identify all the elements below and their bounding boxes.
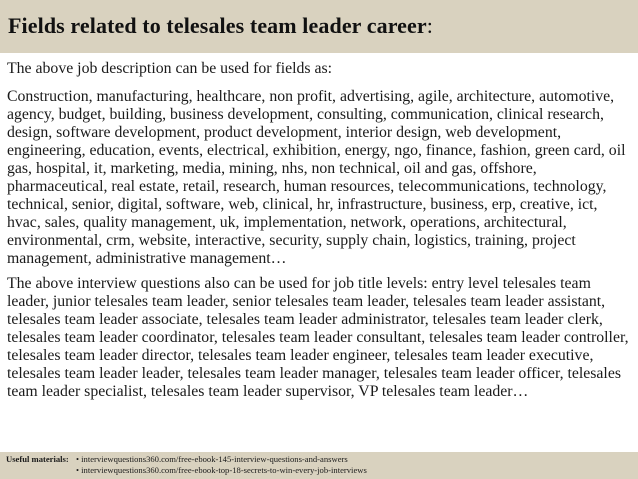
footer-spacer [6, 465, 76, 476]
intro-text: The above job description can be used for fields as: [7, 60, 333, 77]
footer-row-2 [6, 465, 638, 476]
footer-bar [0, 452, 638, 479]
footer-link-ebook-145[interactable]: • interviewquestions360.com/free-ebook-145-interview-questions-and-answers [76, 454, 348, 464]
job-levels-paragraph: The above interview questions also can be used for job title levels: entry level telesales team leader, junior telesales team leader, senior telesales team leader, telesales team leader assistant, telesales team leader associate, telesales team leader administrator, telesales team leader clerk, telesales team leader coordinator, telesales team leader consultant, telesales team leader controller, telesales team leader director, telesales team leader engineer, telesales team leader executive, telesales team leader leader, telesales team leader manager, telesales team leader officer, telesales team leader specialist, telesales team leader supervisor, VP telesales team leader… [7, 275, 629, 400]
footer-label: Useful materials: [6, 454, 69, 464]
title-bar [0, 0, 638, 53]
slide-title: Fields related to telesales team leader career [8, 13, 427, 38]
slide-content [7, 60, 633, 408]
fields-paragraph: Construction, manufacturing, healthcare, non profit, advertising, agile, architecture, automotive, agency, budget, building, business development, consulting, communication, clinical research, design, software development, product development, interior design, web development, engineering, education, events, electrical, exhibition, energy, ngo, finance, fashion, green card, oil gas, hospital, it, marketing, media, mining, nhs, non technical, oil and gas, offshore, pharmaceutical, real estate, retail, research, human resources, telecommunications, technology, technical, senior, digital, software, web, clinical, hr, infrastructure, business, erp, creative, ict, hvac, sales, quality management, uk, implementation, network, operations, architectural, environmental, crm, website, interactive, security, supply chain, logistics, training, project management, administrative management… [7, 88, 626, 267]
footer-row-1 [6, 454, 638, 465]
footer-link-ebook-secrets[interactable]: • interviewquestions360.com/free-ebook-top-18-secrets-to-win-every-job-interviews [76, 465, 367, 475]
title-colon: : [426, 13, 433, 38]
